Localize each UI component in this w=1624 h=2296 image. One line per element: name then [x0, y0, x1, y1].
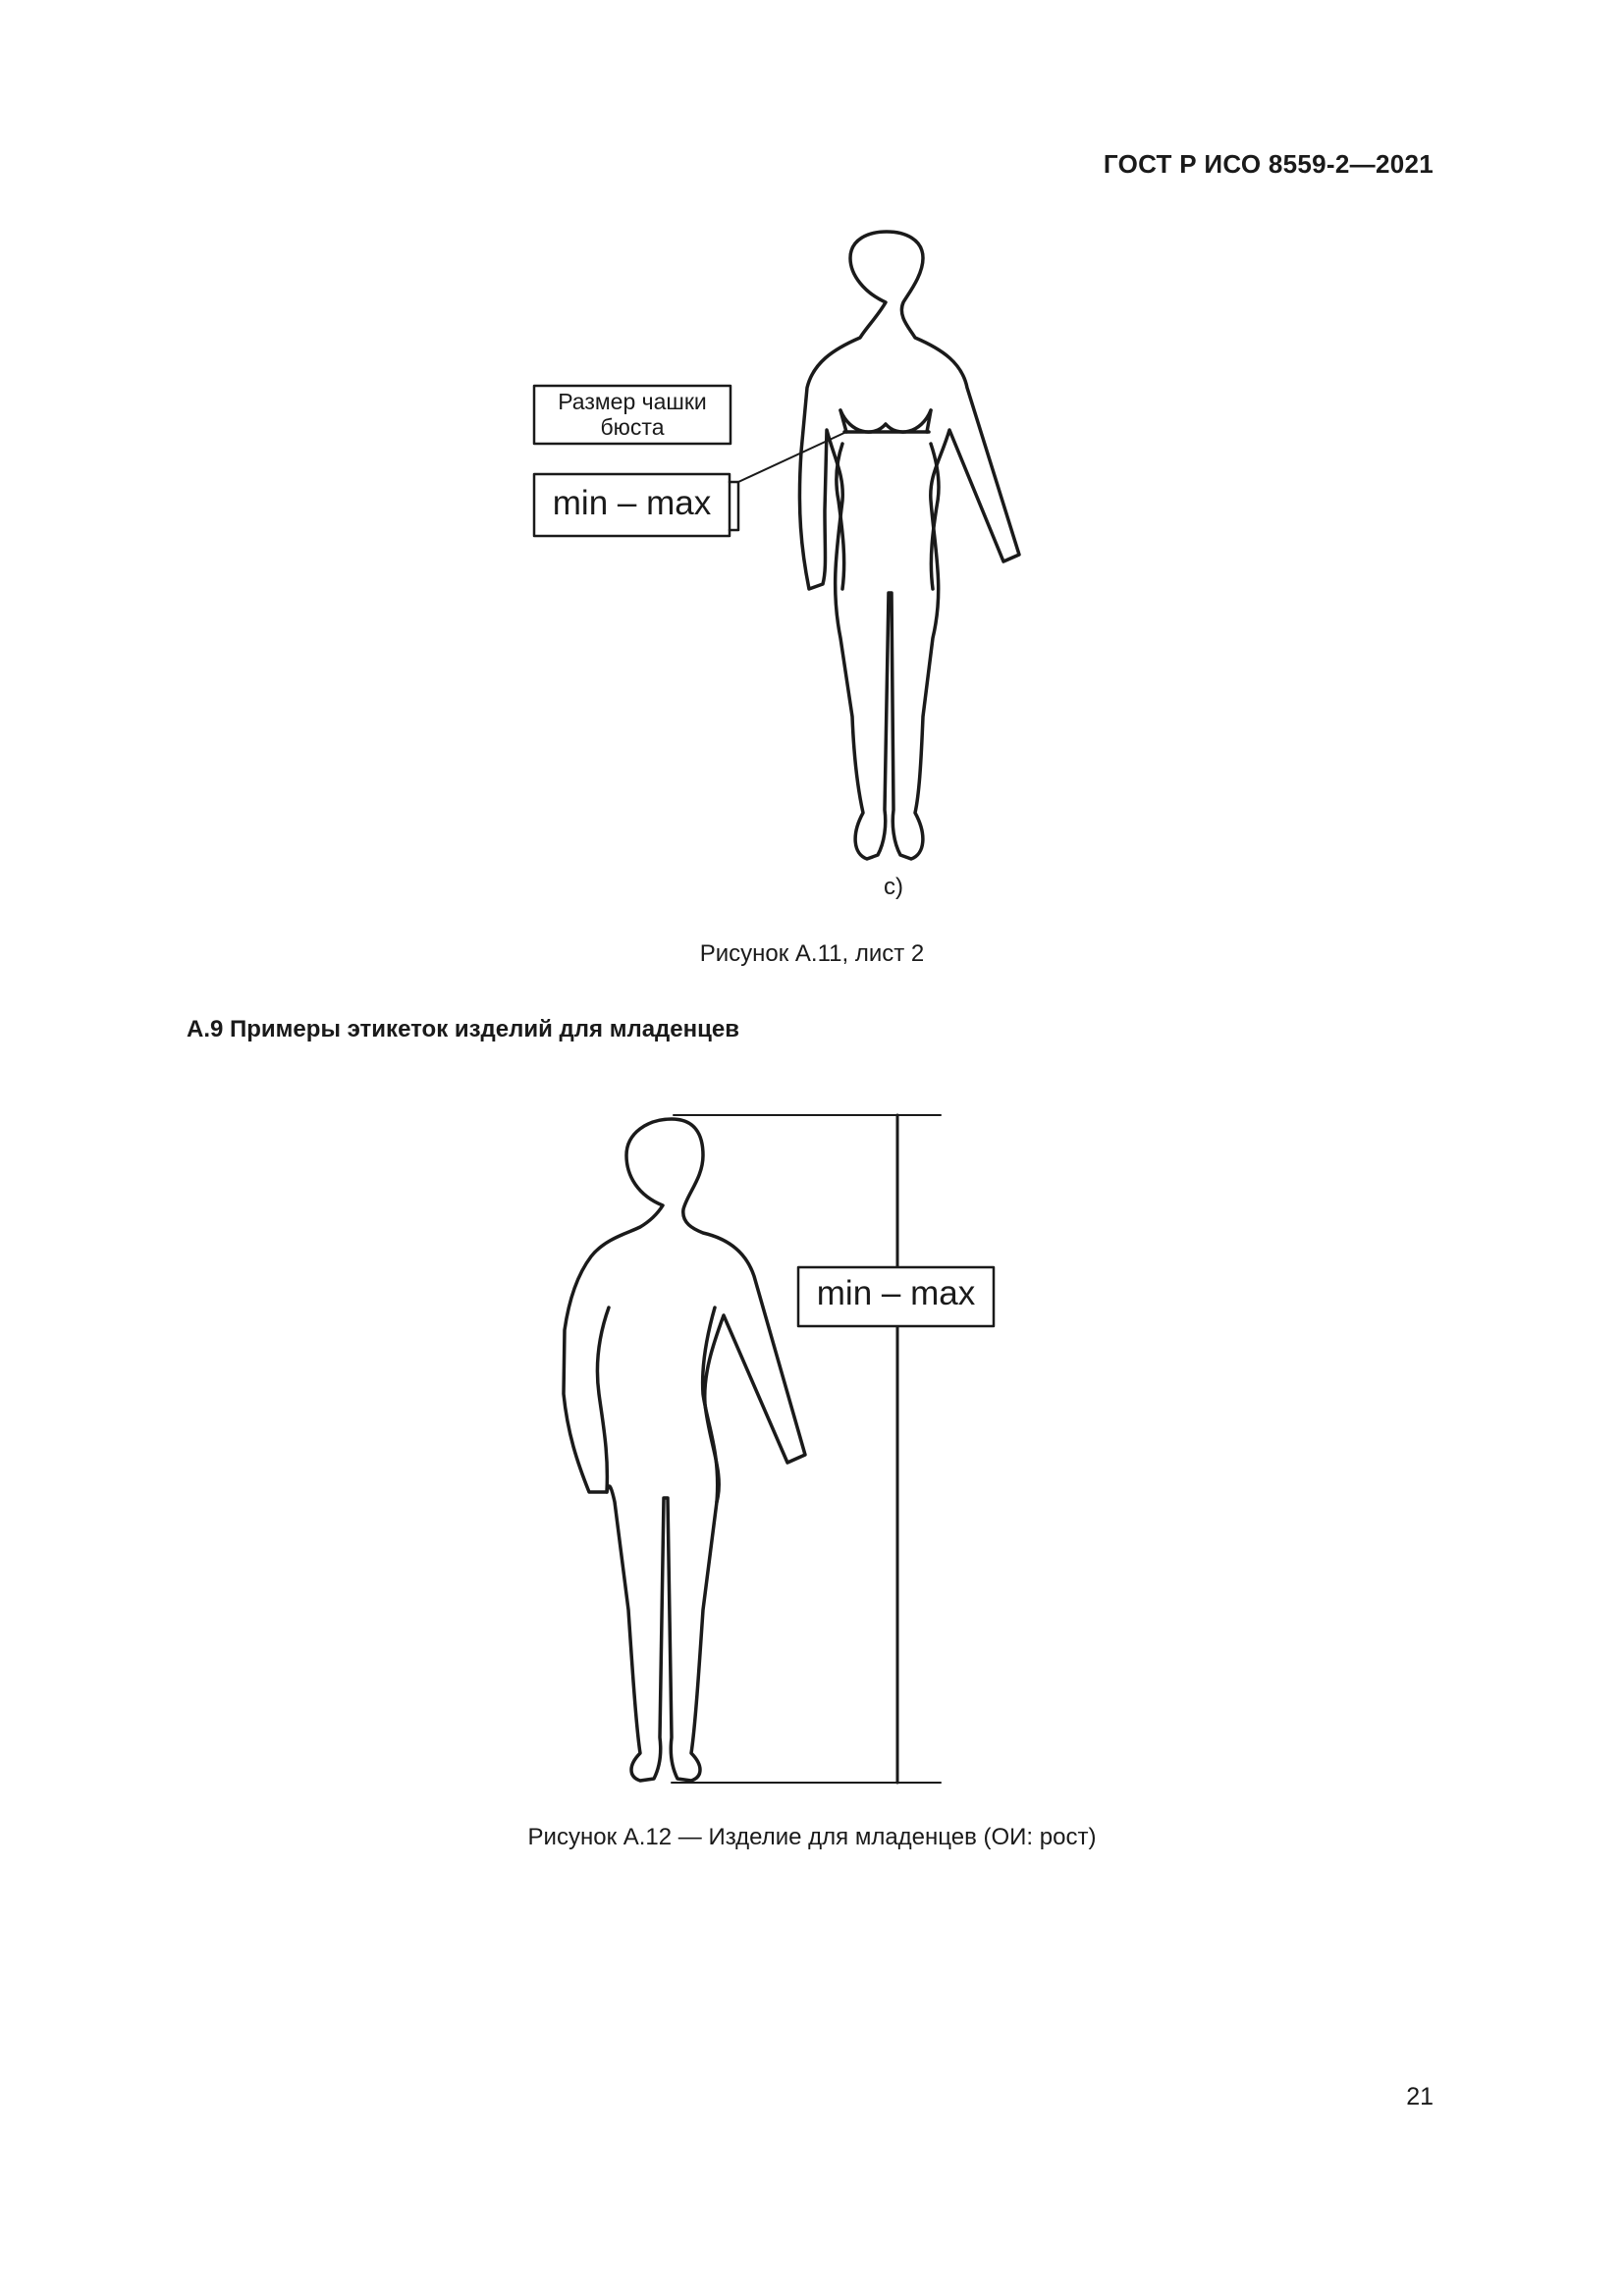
figure-a12-silhouette	[564, 1119, 805, 1781]
figure-a11-caption: Рисунок А.11, лист 2	[699, 940, 925, 967]
cup-size-label-line2: бюста	[600, 414, 665, 440]
figure-a11-range-text: min – max	[552, 484, 712, 522]
figure-a11-sub-label: c)	[884, 874, 903, 900]
cup-size-leader-line	[738, 432, 846, 482]
figure-a11-silhouette	[799, 232, 1019, 859]
section-heading: А.9 Примеры этикеток изделий для младенцев	[187, 1016, 739, 1042]
page-number: 21	[1406, 2083, 1434, 2110]
document-code: ГОСТ Р ИСО 8559-2—2021	[1103, 149, 1434, 179]
cup-size-label	[534, 389, 731, 440]
figure-a12-caption: Рисунок А.12 — Изделие для младенцев (ОИ: рост)	[527, 1824, 1097, 1850]
figure-a12-range-text: min – max	[816, 1274, 976, 1312]
cup-size-label-line1: Размер чашки	[558, 389, 707, 414]
